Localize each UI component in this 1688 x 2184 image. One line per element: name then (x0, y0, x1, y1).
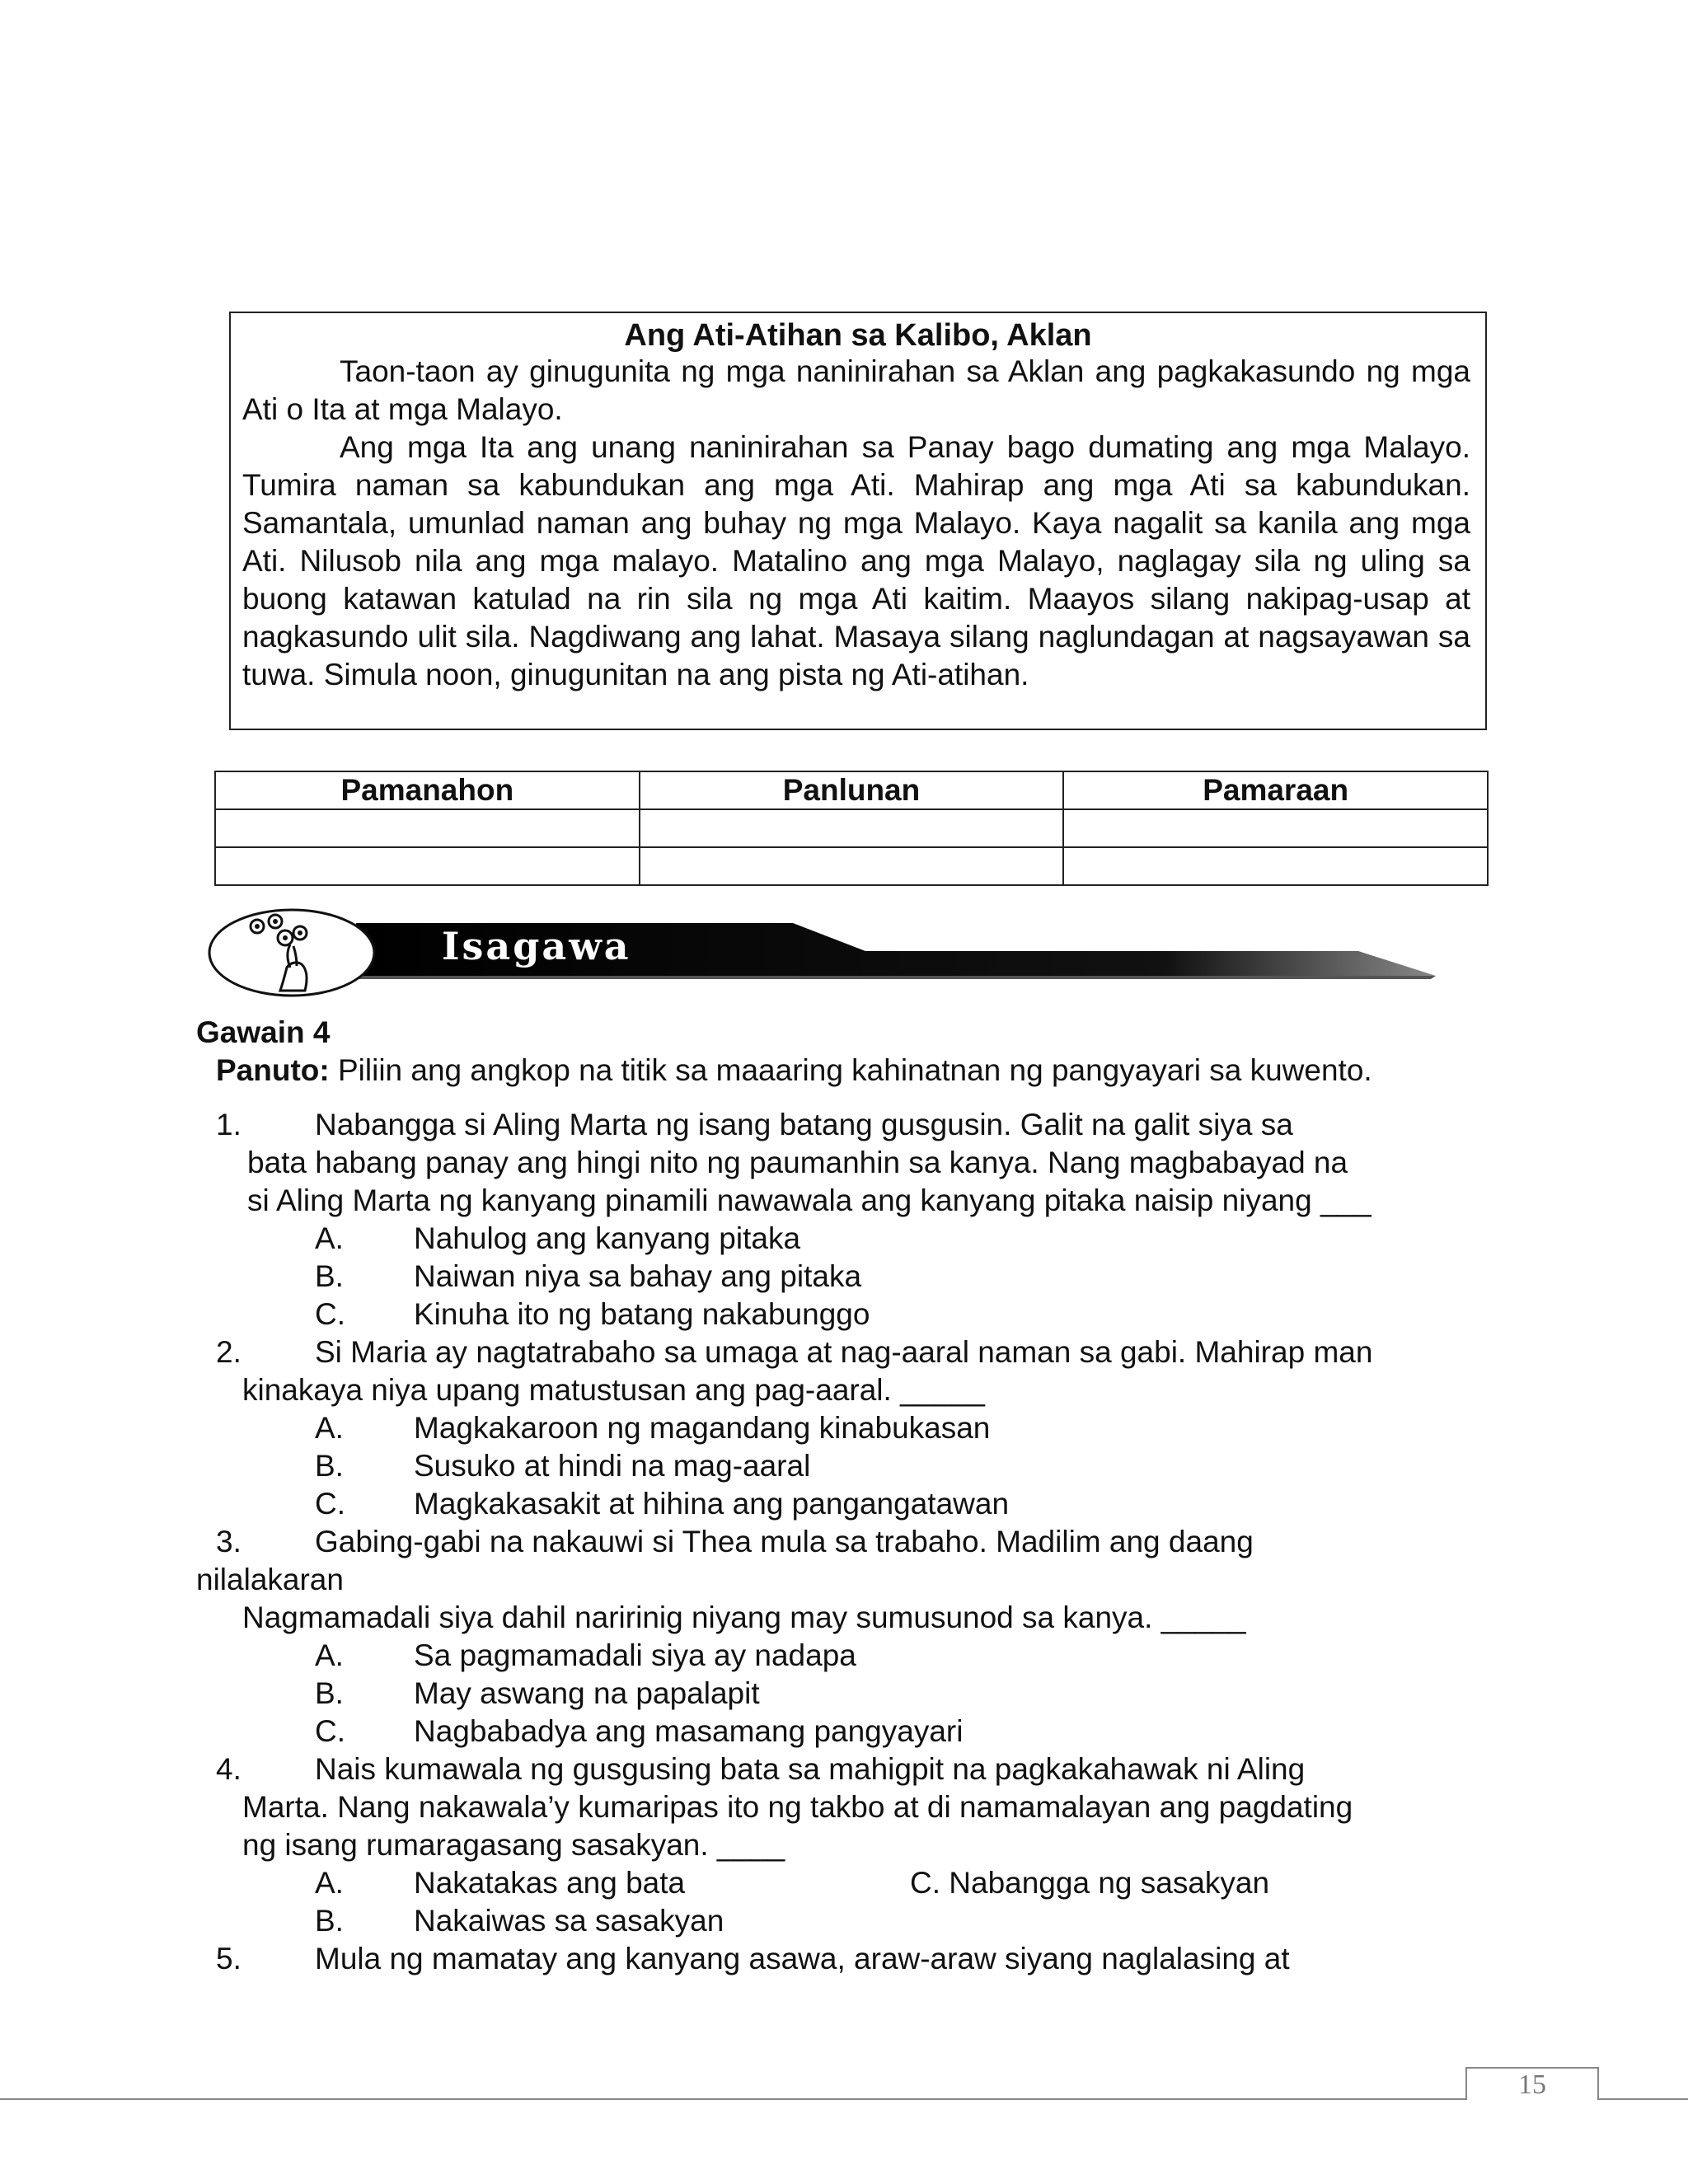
activity-heading: Gawain 4 (196, 1015, 331, 1049)
q3-line-1: Gabing-gabi na nakauwi si Thea mula sa trabaho. Madilim ang daang (315, 1525, 1254, 1558)
footer-rule (1599, 2098, 1688, 2100)
q2-line-1: Si Maria ay nagtatrabaho sa umaga at nag-aaral naman sa gabi. Mahirap man (315, 1335, 1373, 1369)
q3-option-c-letter: C. (315, 1714, 345, 1748)
q1-line-1: Nabangga si Aling Marta ng isang batang gusgusin. Galit na galit siya sa (315, 1108, 1293, 1141)
q3-option-c[interactable]: Nagbabadya ang masamang pangyayari (414, 1714, 964, 1748)
q1-option-b[interactable]: Naiwan niya sa bahay ang pitaka (414, 1259, 862, 1293)
q3-option-a-letter: A. (315, 1638, 344, 1672)
q1-option-a[interactable]: Nahulog ang kanyang pitaka (414, 1221, 801, 1255)
q4-option-c[interactable]: C. Nabangga ng sasakyan (910, 1866, 1270, 1900)
header-pamaraan: Pamaraan (1063, 771, 1488, 809)
q2-option-a-letter: A. (315, 1411, 344, 1445)
q3-option-b-letter: B. (315, 1676, 344, 1710)
table-cell[interactable] (1063, 847, 1488, 885)
q4-option-a[interactable]: Nakatakas ang bata (414, 1866, 686, 1900)
header-panlunan: Panlunan (640, 771, 1064, 809)
table-cell[interactable] (215, 847, 640, 885)
q4-option-b[interactable]: Nakaiwas sa sasakyan (414, 1904, 724, 1938)
instruction-label: Panuto: (216, 1053, 330, 1087)
instruction (216, 1052, 1372, 1090)
story-title: Ang Ati-Atihan sa Kalibo, Aklan (624, 318, 1092, 353)
q4-line-3: ng isang rumaragasang sasakyan. ____ (242, 1828, 785, 1862)
q2-line-2: kinakaya niya upang matustusan ang pag-aaral. _____ (242, 1373, 985, 1407)
table-row (215, 809, 1488, 847)
story-elements-table (214, 771, 1489, 886)
table-header-row (215, 771, 1488, 809)
banner-title: Isagawa (442, 924, 631, 968)
q4-option-a-letter: A. (315, 1866, 344, 1900)
q4-line-1: Nais kumawala ng gusgusing bata sa mahigpit na pagkakahawak ni Aling (315, 1752, 1306, 1786)
page-number: 15 (1518, 2069, 1546, 2100)
isagawa-banner (208, 905, 1436, 1001)
q1-option-c-letter: C. (315, 1297, 345, 1331)
q1-line-2: bata habang panay ang hingi nito ng paumanhin sa kanya. Nang magbabayad na (247, 1146, 1348, 1179)
table-cell[interactable] (215, 809, 640, 847)
story-paragraph-1: Taon-taon ay ginugunita ng mga naninirahan sa Aklan ang pagkakasundo ng mga Ati o Ita at mga Malayo. (242, 354, 1470, 426)
table-cell[interactable] (640, 809, 1064, 847)
q2-option-b-letter: B. (315, 1449, 344, 1483)
story-box (229, 312, 1487, 730)
hand-pointing-icon (209, 910, 374, 996)
q2-option-b[interactable]: Susuko at hindi na mag-aaral (414, 1449, 811, 1483)
q3-line-3: Nagmamadali siya dahil naririnig niyang may sumusunod sa kanya. _____ (242, 1601, 1246, 1634)
footer-rule (0, 2098, 1465, 2100)
story-paragraph-2: Ang mga Ita ang unang naninirahan sa Panay bago dumating ang mga Malayo. Tumira naman sa kabundukan ang mga Ati. Mahirap ang mga Ati sa kabundukan. Samantala, umunlad naman ang buhay ng mga Malayo. Kaya nagalit sa kanila ang mga Ati. Nilusob nila ang mga malayo. Matalino ang mga Malayo, naglagay sila ng uling sa buong katawan katulad na rin sila ng mga Ati kaitim. Maayos silang nakipag-usap at nagkasundo ulit sila. Nagdiwang ang lahat. Masaya silang naglundagan at nagsayawan sa tuwa. Simula noon, ginugunitan na ang pista ng Ati-atihan. (242, 430, 1470, 691)
instruction-text: Piliin ang angkop na titik sa maaaring kahinatnan ng pangyayari sa kuwento. (329, 1053, 1372, 1087)
header-pamanahon: Pamanahon (215, 771, 640, 809)
table-row (215, 847, 1488, 885)
q2-option-c[interactable]: Magkakasakit at hihina ang pangangatawan (414, 1487, 1010, 1521)
q1-number: 1. (216, 1108, 241, 1141)
q2-number: 2. (216, 1335, 241, 1369)
table-cell[interactable] (1063, 809, 1488, 847)
q5-number: 5. (216, 1942, 241, 1975)
q2-option-a[interactable]: Magkakaroon ng magandang kinabukasan (414, 1411, 991, 1445)
q4-line-2: Marta. Nang nakawala’y kumaripas ito ng takbo at di namamalayan ang pagdating (242, 1790, 1353, 1824)
q3-line-2: nilalakaran (196, 1563, 344, 1596)
q2-option-c-letter: C. (315, 1487, 345, 1521)
table-cell[interactable] (640, 847, 1064, 885)
q3-option-b[interactable]: May aswang na papalapit (414, 1676, 760, 1710)
q3-option-a[interactable]: Sa pagmamadali siya ay nadapa (414, 1638, 856, 1672)
q3-number: 3. (216, 1525, 241, 1558)
q1-line-3: si Aling Marta ng kanyang pinamili nawawala ang kanyang pitaka naisip niyang ___ (247, 1183, 1372, 1217)
q4-option-b-letter: B. (315, 1904, 344, 1938)
q4-number: 4. (216, 1752, 241, 1786)
q5-line-1: Mula ng mamatay ang kanyang asawa, araw-araw siyang naglalasing at (315, 1942, 1290, 1975)
q1-option-a-letter: A. (315, 1221, 344, 1255)
q1-option-c[interactable]: Kinuha ito ng batang nakabunggo (414, 1297, 870, 1331)
q1-option-b-letter: B. (315, 1259, 344, 1293)
